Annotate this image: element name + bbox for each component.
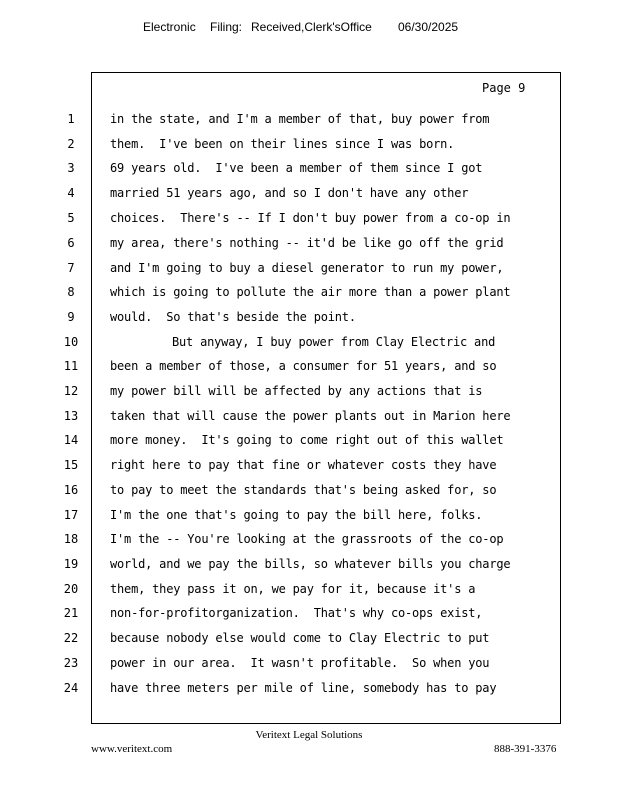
line-text: married 51 years ago, and so I don't have any other — [110, 186, 469, 200]
line-text: my power bill will be affected by any actions that is — [110, 384, 483, 398]
line-number: 6 — [67, 236, 75, 250]
transcript-line — [0, 261, 618, 281]
transcript-line — [0, 656, 618, 676]
line-text: choices. There's -- If I don't buy power from a co-op in — [110, 211, 511, 225]
line-number: 9 — [67, 310, 75, 324]
line-text: because nobody else would come to Clay Electric to put — [110, 631, 490, 645]
transcript-line — [0, 112, 618, 132]
line-text: and I'm going to buy a diesel generator to run my power, — [110, 261, 504, 275]
line-text: I'm the -- You're looking at the grassroots of the co-op — [110, 532, 504, 546]
line-number: 12 — [63, 384, 79, 398]
transcript-line — [0, 409, 618, 429]
line-text: them. I've been on their lines since I was born. — [110, 137, 455, 151]
line-text: power in our area. It wasn't profitable. So when you — [110, 656, 490, 670]
line-number: 2 — [67, 137, 75, 151]
transcript-line — [0, 285, 618, 305]
transcript-line — [0, 681, 618, 701]
line-text: my area, there's nothing -- it'd be like go off the grid — [110, 236, 504, 250]
line-number: 24 — [63, 681, 79, 695]
line-text: world, and we pay the bills, so whatever bills you charge — [110, 557, 511, 571]
line-number: 4 — [67, 186, 75, 200]
transcript-line — [0, 631, 618, 651]
line-number: 14 — [63, 433, 79, 447]
line-number: 8 — [67, 285, 75, 299]
transcript-line — [0, 384, 618, 404]
transcript-line — [0, 483, 618, 503]
transcript-line — [0, 458, 618, 478]
transcript-line — [0, 433, 618, 453]
line-number: 22 — [63, 631, 79, 645]
line-number: 15 — [63, 458, 79, 472]
line-number: 23 — [63, 656, 79, 670]
line-number: 21 — [63, 606, 79, 620]
line-number: 7 — [67, 261, 75, 275]
transcript-line — [0, 359, 618, 379]
line-number: 18 — [63, 532, 79, 546]
line-number: 1 — [67, 112, 75, 126]
line-text: which is going to pollute the air more than a power plant — [110, 285, 511, 299]
filing-header — [0, 20, 618, 38]
line-text: right here to pay that fine or whatever costs they have — [110, 458, 497, 472]
line-text: I'm the one that's going to pay the bill here, folks. — [110, 508, 483, 522]
transcript-line — [0, 557, 618, 577]
line-number: 20 — [63, 582, 79, 596]
line-number: 3 — [67, 161, 75, 175]
transcript-line — [0, 310, 618, 330]
line-number: 11 — [63, 359, 79, 373]
header-date: 06/30/2025 — [398, 20, 459, 34]
line-number: 17 — [63, 508, 79, 522]
line-text: taken that will cause the power plants out in Marion here — [110, 409, 511, 423]
page-number: Page 9 — [482, 81, 526, 95]
line-number: 16 — [63, 483, 79, 497]
line-text: non-for-profitorganization. That's why co-ops exist, — [110, 606, 483, 620]
transcript-line — [0, 137, 618, 157]
transcript-line — [0, 532, 618, 552]
transcript-line — [0, 508, 618, 528]
transcript-line — [0, 582, 618, 602]
line-text: to pay to meet the standards that's being asked for, so — [110, 483, 497, 497]
transcript-line — [0, 211, 618, 231]
transcript-line — [0, 236, 618, 256]
line-text: But anyway, I buy power from Clay Electric and — [172, 335, 496, 349]
line-text: have three meters per mile of line, somebody has to pay — [110, 681, 497, 695]
transcript-line — [0, 186, 618, 206]
line-number: 19 — [63, 557, 79, 571]
line-text: would. So that's beside the point. — [110, 310, 356, 324]
header-filing: Filing: — [210, 20, 243, 34]
transcript-line — [0, 161, 618, 181]
header-electronic: Electronic — [143, 20, 196, 34]
transcript-line — [0, 606, 618, 626]
footer-phone: 888-391-3376 — [494, 743, 557, 755]
line-text: 69 years old. I've been a member of them since I got — [110, 161, 483, 175]
footer-website: www.veritext.com — [91, 743, 173, 755]
line-number: 10 — [63, 335, 79, 349]
transcript-line — [0, 335, 618, 355]
footer-company: Veritext Legal Solutions — [255, 729, 363, 741]
line-text: more money. It's going to come right out of this wallet — [110, 433, 504, 447]
header-received: Received,Clerk'sOffice — [251, 20, 372, 34]
line-text: them, they pass it on, we pay for it, because it's a — [110, 582, 476, 596]
line-number: 13 — [63, 409, 79, 423]
line-number: 5 — [67, 211, 75, 225]
line-text: in the state, and I'm a member of that, buy power from — [110, 112, 490, 126]
line-text: been a member of those, a consumer for 51 years, and so — [110, 359, 497, 373]
